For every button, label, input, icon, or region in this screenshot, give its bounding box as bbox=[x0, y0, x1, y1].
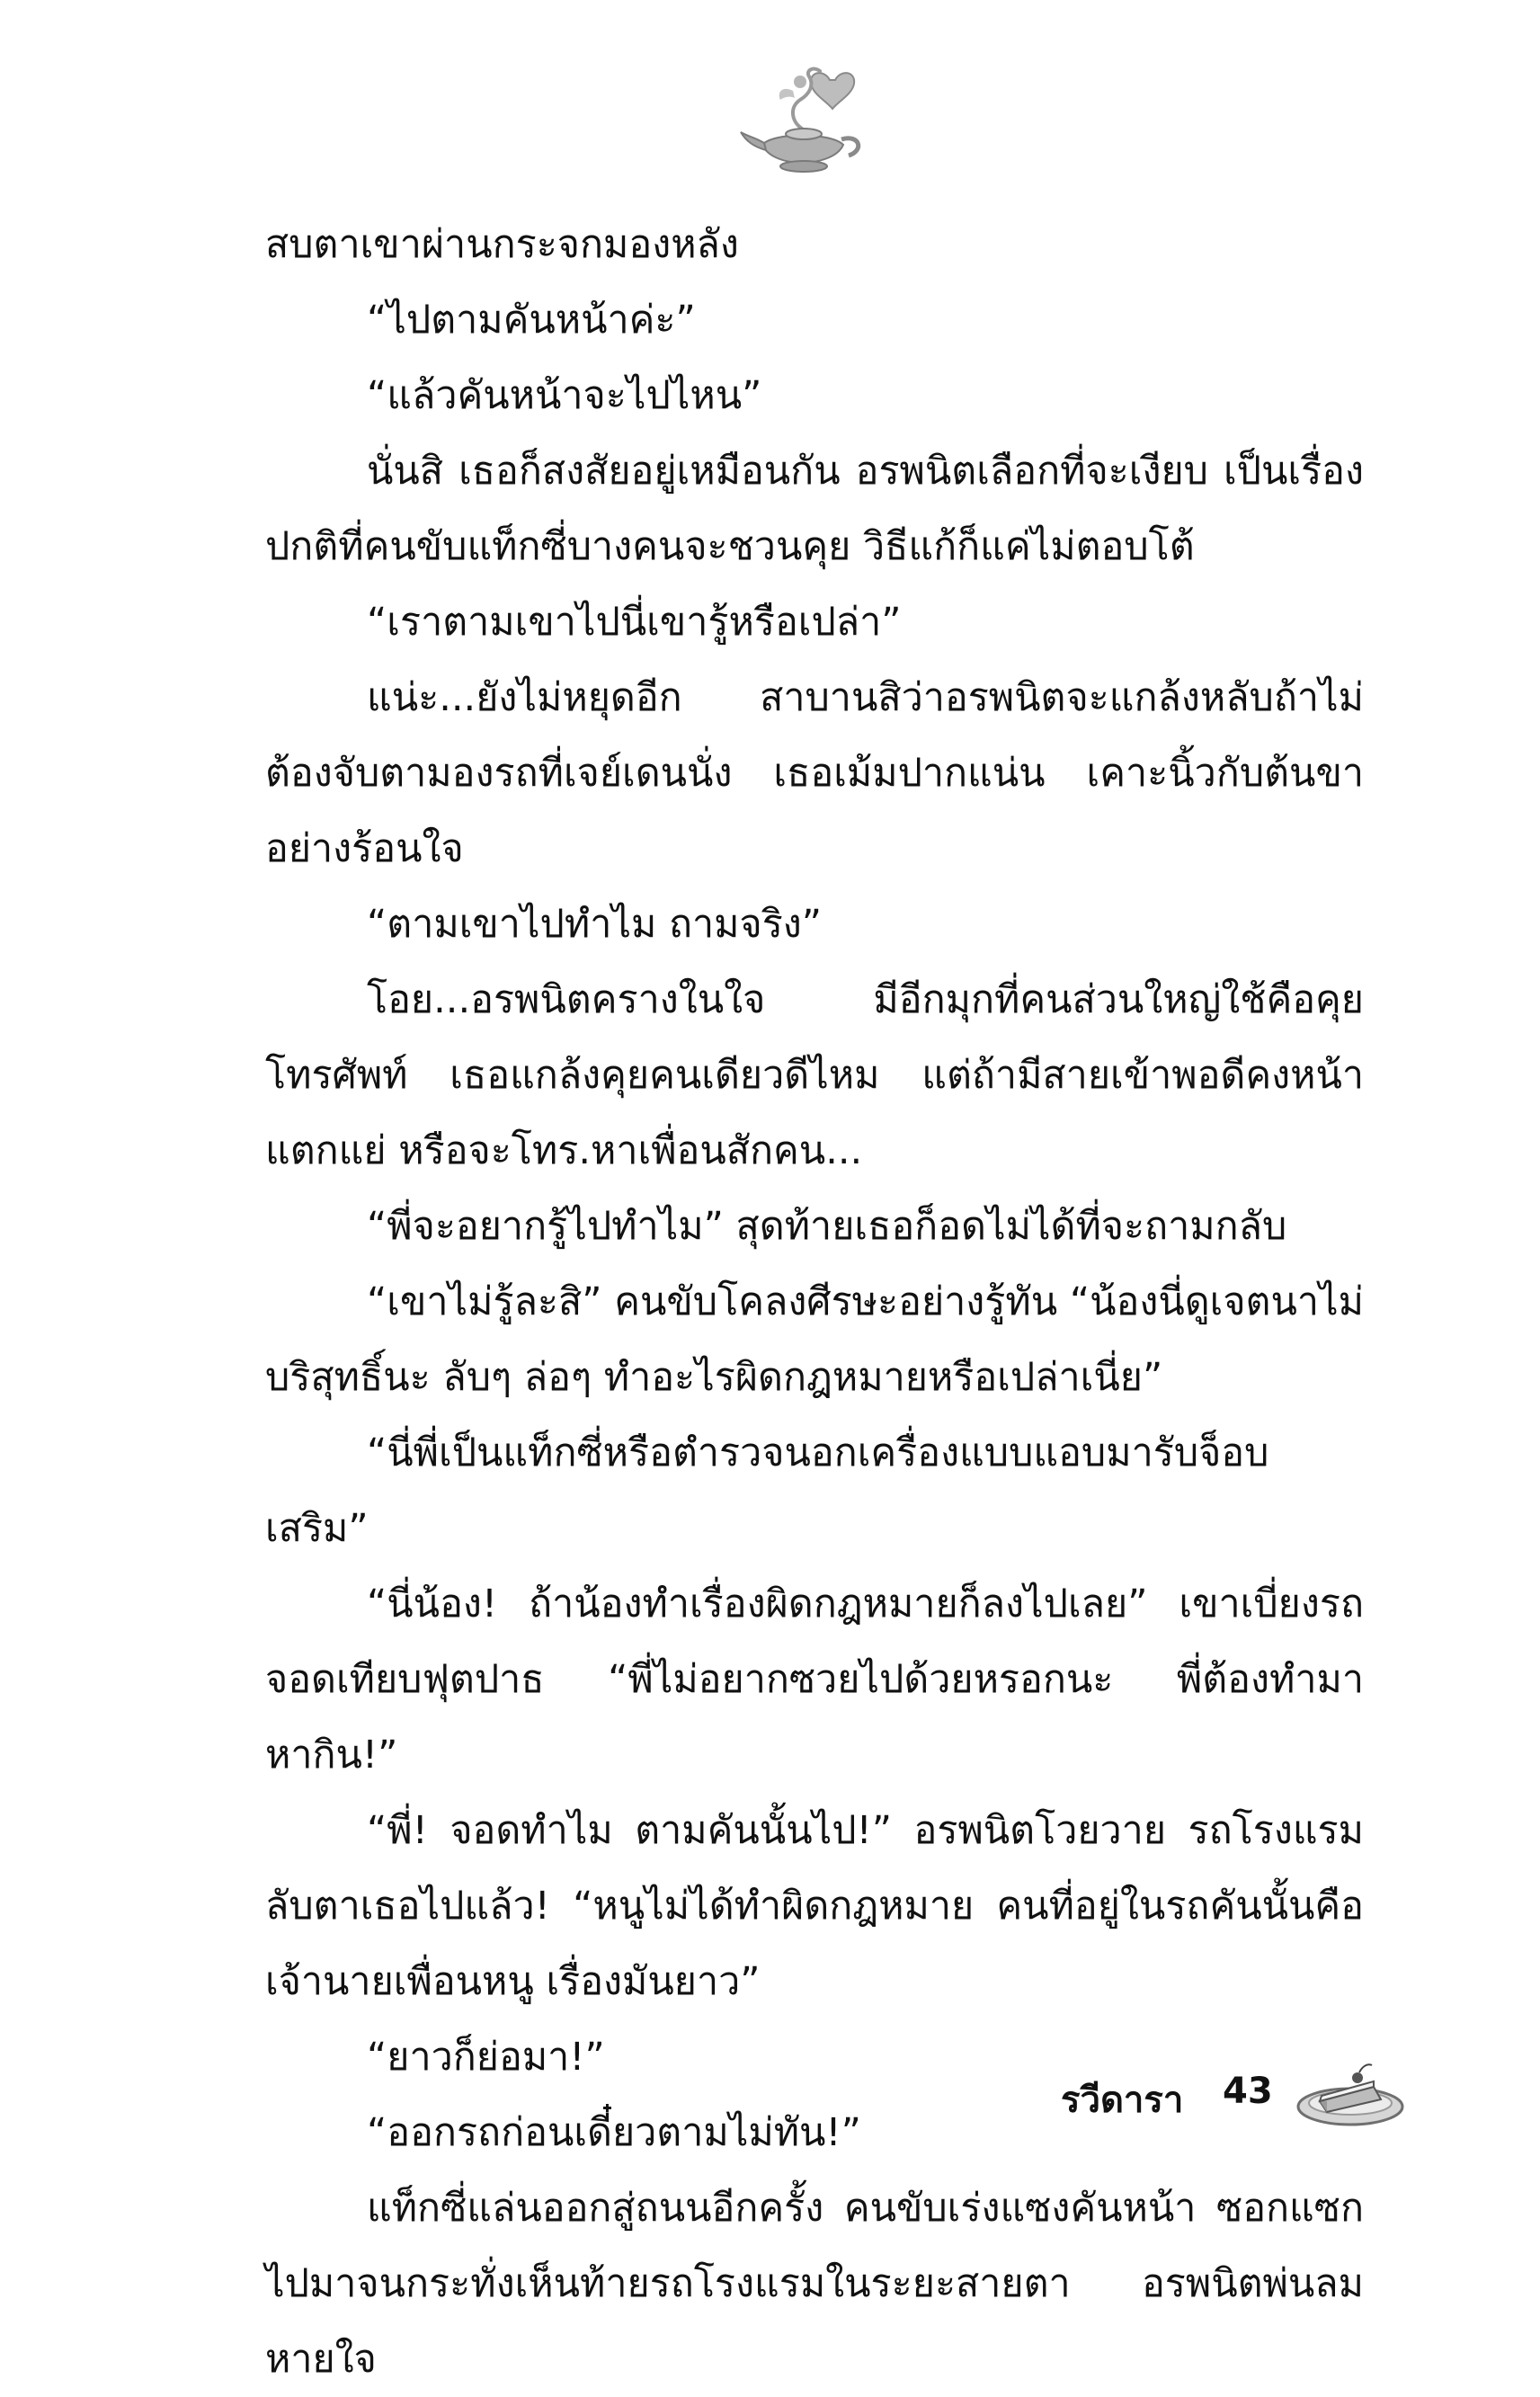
page-footer bbox=[1034, 2054, 1411, 2135]
author-name: รวีดารา bbox=[1061, 2080, 1184, 2121]
paragraph: “พี่! จอดทำไม ตามคันนั้นไป!” อรพนิตโวยวาย รถโรงแรมลับตาเธอไปแล้ว! “หนูไม่ได้ทำผิดกฎหมาย คนที่อยู่ในรถคันนั้นคือเจ้านายเพื่อนหนู เรื่องมันยาว” bbox=[265, 1808, 1364, 2004]
paragraph: แน่ะ...ยังไม่หยุดอีก สาบานสิว่าอรพนิตจะแกล้งหลับถ้าไม่ต้องจับตามองรถที่เจย์เดนนั่ง เธอเม้มปากแน่น เคาะนิ้วกับต้นขาอย่างร้อนใจ bbox=[265, 675, 1364, 871]
magic-lamp-heart-icon bbox=[737, 49, 872, 175]
page-number: 43 bbox=[1223, 2071, 1273, 2112]
paragraph: สบตาเขาผ่านกระจกมองหลัง bbox=[265, 222, 739, 267]
paragraph: แท็กซี่แล่นออกสู่ถนนอีกครั้ง คนขับเร่งแซงคันหน้า ซอกแซกไปมาจนกระทั่งเห็นท้ายรถโรงแรมในระยะสายตา อรพนิตพ่นลมหายใจ bbox=[265, 2186, 1364, 2382]
paragraph: “ตามเขาไปทำไม ถามจริง” bbox=[367, 902, 823, 947]
paragraph: “พี่จะอยากรู้ไปทำไม” สุดท้ายเธอก็อดไม่ได้ที่จะถามกลับ bbox=[367, 1204, 1287, 1249]
paragraph: นั่นสิ เธอก็สงสัยอยู่เหมือนกัน อรพนิตเลือกที่จะเงียบ เป็นเรื่องปกติที่คนขับแท็กซี่บางคนจะชวนคุย วิธีแก้ก็แค่ไม่ตอบโต้ bbox=[265, 449, 1364, 569]
paragraph: “นี่น้อง! ถ้าน้องทำเรื่องผิดกฎหมายก็ลงไปเลย” เขาเบี่ยงรถจอดเทียบฟุตปาธ “พี่ไม่อยากซวยไปด้วยหรอกนะ พี่ต้องทำมาหากิน!” bbox=[265, 1582, 1364, 1778]
paragraph: “ไปตามคันหน้าค่ะ” bbox=[367, 298, 696, 343]
cake-slice-icon bbox=[1295, 2054, 1407, 2131]
paragraph: “เราตามเขาไปนี่เขารู้หรือเปล่า” bbox=[367, 600, 902, 645]
paragraph: “แล้วคันหน้าจะไปไหน” bbox=[367, 373, 762, 418]
paragraph: “ออกรถก่อนเดี๋ยวตามไม่ทัน!” bbox=[367, 2110, 861, 2155]
paragraph: “ยาวก็ย่อมา!” bbox=[367, 2035, 605, 2080]
paragraph: “นี่พี่เป็นแท็กซี่หรือตำรวจนอกเครื่องแบบแอบมารับจ็อบเสริม” bbox=[265, 1430, 1269, 1551]
paragraph: “เขาไม่รู้ละสิ” คนขับโคลงศีรษะอย่างรู้ทัน “น้องนี่ดูเจตนาไม่บริสุทธิ์นะ ลับๆ ล่อๆ ทำอะไรผิดกฎหมายหรือเปล่าเนี่ย” bbox=[265, 1279, 1364, 1400]
paragraph: โอย...อรพนิตครางในใจ มีอีกมุกที่คนส่วนใหญ่ใช้คือคุยโทรศัพท์ เธอแกล้งคุยคนเดียวดีไหม แต่ถ้ามีสายเข้าพอดีคงหน้าแตกแย่ หรือจะโทร.หาเพื่อนสักคน... bbox=[265, 977, 1364, 1173]
